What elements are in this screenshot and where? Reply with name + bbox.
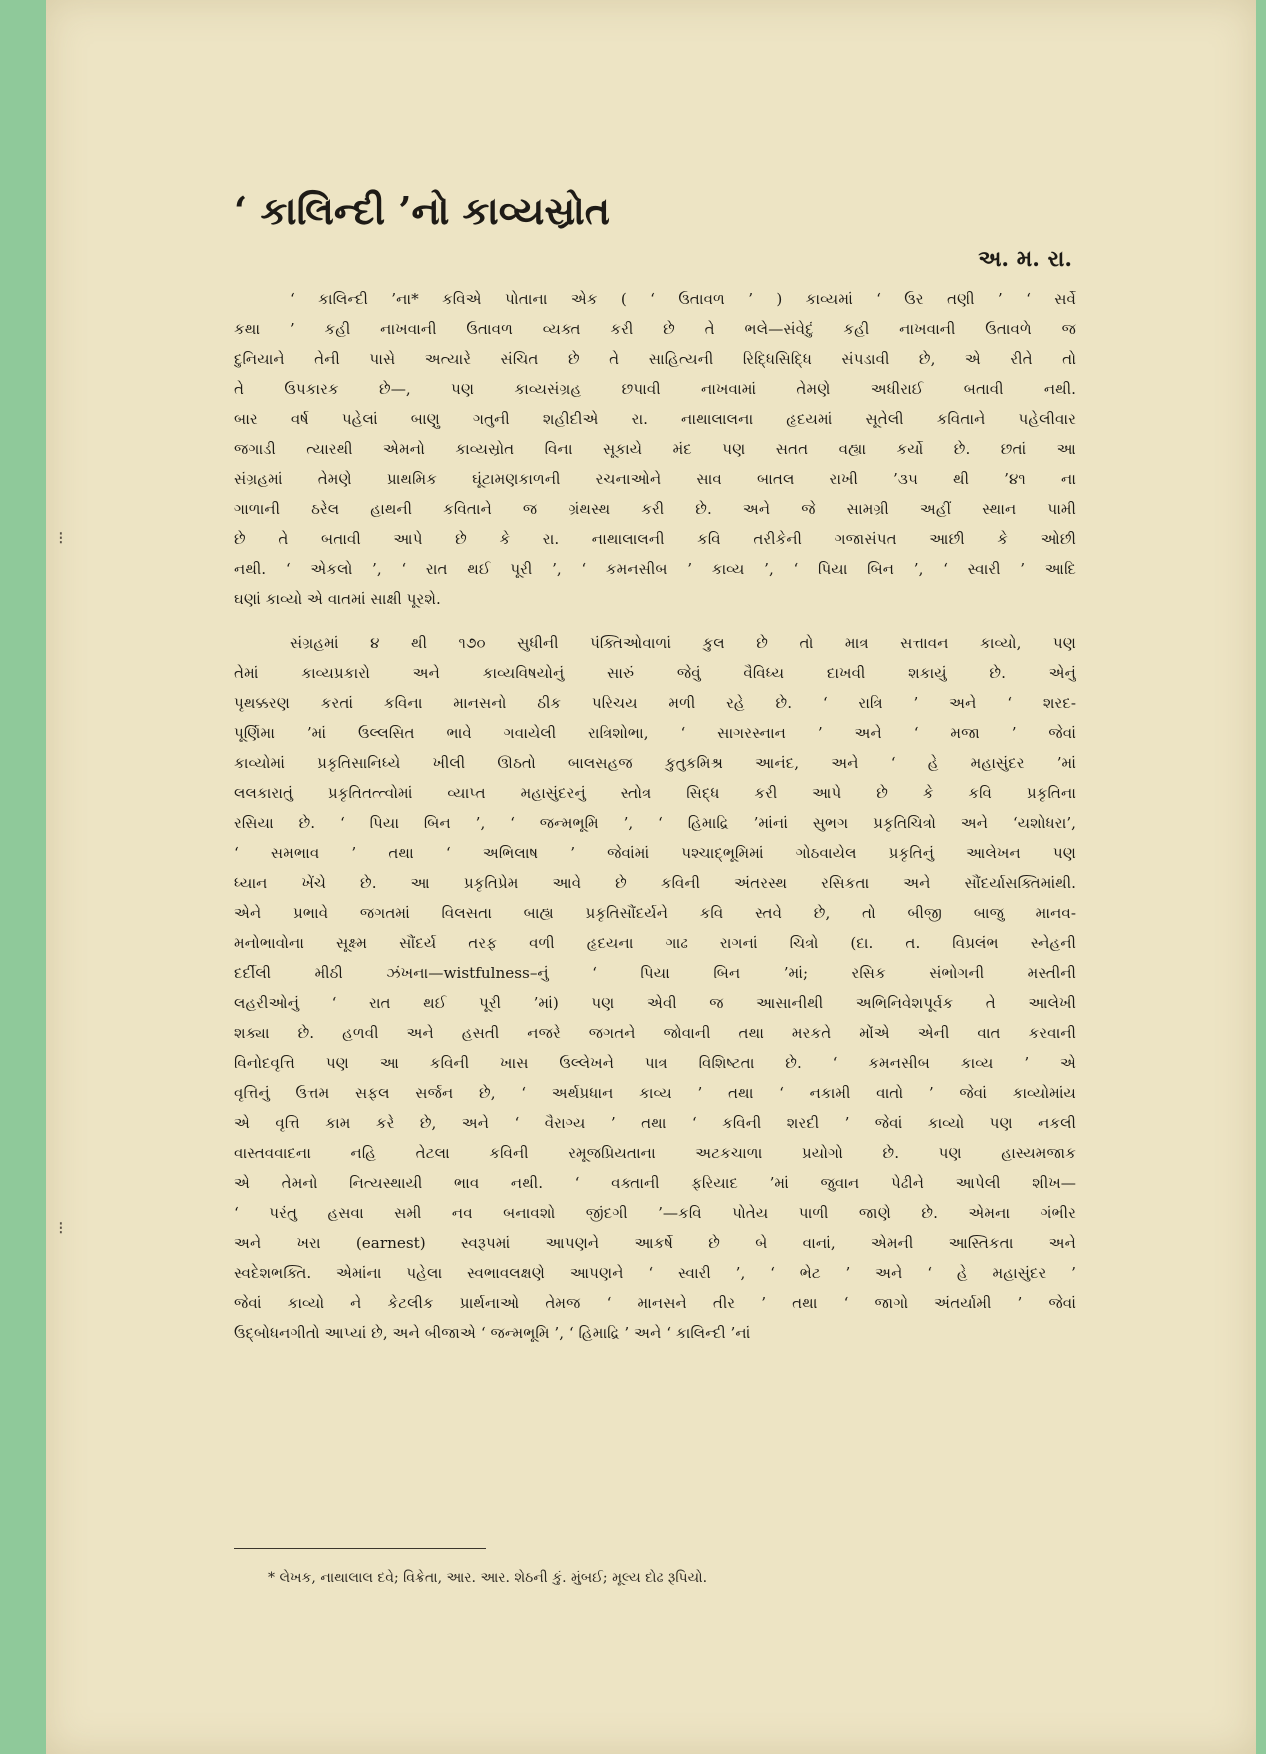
text-line: દુનિયાને તેની પાસે અત્યારે સંચિત છે તે સાહિત્યની રિદ્ધિસિદ્ધિ સંપડાવી છે, એ રીતે તો xyxy=(234,350,1076,368)
article-author: અ. મ. રા. xyxy=(978,246,1072,272)
text-line: ‘ કાલિન્દી ’ના* કવિએ પોતાના એક ( ‘ ઉતાવળ ’ ) કાવ્યમાં ‘ ઉર તણી ’ ‘ સર્વે xyxy=(290,290,1076,308)
text-line: સંગ્રહમાં ૪ થી ૧૭૦ સુધીની પંક્તિઓવાળાં કુલ છે તો માત્ર સત્તાવન કાવ્યો, પણ xyxy=(290,634,1076,652)
text-line: સંગ્રહમાં તેમણે પ્રાથમિક ઘૂંટામણકાળની રચનાઓને સાવ બાતલ રાખી ’૩૫ થી ’૪૧ ના xyxy=(234,470,1076,488)
text-line: વિનોદવૃત્તિ પણ આ કવિની ખાસ ઉલ્લેખને પાત્ર વિશિષ્ટતા છે. ‘ કમનસીબ કાવ્ય ’ એ xyxy=(234,1054,1076,1072)
footnote-divider xyxy=(234,1548,486,1549)
text-line: સ્વદેશભક્તિ. એમાંના પહેલા સ્વભાવલક્ષણે આપણને ‘ સ્વારી ’, ‘ ભેટ ’ અને ‘ હે મહાસુંદર ’ xyxy=(234,1264,1076,1282)
text-line: લહરીઓનું ‘ રાત થઈ પૂરી ’માં) પણ એવી જ આસાનીથી અભિનિવેશપૂર્વક તે આલેખી xyxy=(234,994,1076,1012)
text-line: મનોભાવોના સૂક્ષ્મ સૌંદર્ય તરફ વળી હૃદયના ગાઢ રાગનાં ચિત્રો (દા. ત. વિપ્રલંભ સ્નેહની xyxy=(234,934,1076,952)
margin-mark: ⁝ xyxy=(58,528,64,549)
text-line: કથા ’ કહી નાખવાની ઉતાવળ વ્યક્ત કરી છે તે ભલે—સંવેદું કહી નાખવાની ઉતાવળે જ xyxy=(234,320,1076,338)
text-line: ઘણાં કાવ્યો એ વાતમાં સાક્ષી પૂરશે. xyxy=(234,590,441,608)
text-line: બાર વર્ષ પહેલાં બાણુ ગતુની શહીદીએ રા. નાથાલાલના હૃદયમાં સૂતેલી કવિતાને પહેલીવાર xyxy=(234,410,1076,428)
text-line: ‘ પરંતુ હસવા સમી નવ બનાવશો જીંદગી ’—કવિ પોતેય પાળી જાણે છે. એમના ગંભીર xyxy=(234,1204,1076,1222)
document-page xyxy=(46,0,1256,1754)
text-line: તે ઉપકારક છે—, પણ કાવ્યસંગ્રહ છપાવી નાખવામાં તેમણે અધીરાઈ બતાવી નથી. xyxy=(234,380,1076,398)
text-line: વૃત્તિનું ઉત્તમ સફલ સર્જન છે, ‘ અર્થપ્રધાન કાવ્ય ’ તથા ‘ નકામી વાતો ’ જેવાં કાવ્યોમાંય xyxy=(234,1084,1076,1102)
paragraph-2 xyxy=(234,628,1076,1348)
footnote: * લેખક, નાથાલાલ દવે; વિક્રેતા, આર. આર. શેઠની કું. મુંબઈ; મૂલ્ય દોઢ રૂપિયો. xyxy=(268,1570,708,1586)
paragraph-1 xyxy=(234,284,1076,614)
article-title: ‘ કાલિન્દી ’નો કાવ્યસ્રોત xyxy=(234,188,610,233)
text-line: ધ્યાન ખેંચે છે. આ પ્રકૃતિપ્રેમ આવે છે કવિની અંતરસ્થ રસિકતા અને સૌંદર્યાસક્તિમાંથી. xyxy=(234,874,1076,892)
text-line: પૂર્ણિમા ’માં ઉલ્લસિત ભાવે ગવાયેલી રાત્રિશોભા, ‘ સાગરસ્નાન ’ અને ‘ મજા ’ જેવાં xyxy=(234,724,1076,742)
text-line: એ તેમનો નિત્યસ્થાયી ભાવ નથી. ‘ વક્તાની ફરિયાદ ’માં જુવાન પેઢીને આપેલી શીખ— xyxy=(234,1174,1076,1192)
text-line: રસિયા છે. ‘ પિયા બિન ’, ‘ જન્મભૂમિ ’, ‘ હિમાદ્રિ ’માંનાં સુભગ પ્રકૃતિચિત્રો અને ‘યશોધરા’, xyxy=(234,814,1076,832)
text-line: છે તે બતાવી આપે છે કે રા. નાથાલાલની કવિ તરીકેની ગજાસંપત આછી કે ઓછી xyxy=(234,530,1076,548)
text-line: જગાડી ત્યારથી એમનો કાવ્યસ્રોત વિના સૂકાયે મંદ પણ સતત વહ્યા કર્યો છે. છતાં આ xyxy=(234,440,1076,458)
text-line: વાસ્તવવાદના નહિ તેટલા કવિની રમૂજપ્રિયતાના અટકચાળા પ્રયોગો છે. પણ હાસ્યમજાક xyxy=(234,1144,1076,1162)
text-line: જેવાં કાવ્યો ને કેટલીક પ્રાર્થનાઓ તેમજ ‘ માનસને તીર ’ તથા ‘ જાગો અંતર્યામી ’ જેવાં xyxy=(234,1294,1076,1312)
text-line: દર્દીલી મીઠી ઝંખના—wistfulness–નું ‘ પિયા બિન ’માં; રસિક સંભોગની મસ્તીની xyxy=(234,964,1076,982)
text-line: અને ખરા (earnest) સ્વરૂપમાં આપણને આકર્ષે છે બે વાનાં, એમની આસ્તિકતા અને xyxy=(234,1234,1076,1252)
text-line: ‘ સમભાવ ’ તથા ‘ અભિલાષ ’ જેવાંમાં પશ્ચાદ્ભૂમિમાં ગોઠવાયેલ પ્રકૃતિનું આલેખન પણ xyxy=(234,844,1076,862)
text-line: નથી. ‘ એકલો ’, ‘ રાત થઈ પૂરી ’, ‘ કમનસીબ ’ કાવ્ય ’, ‘ પિયા બિન ’, ‘ સ્વારી ’ આદિ xyxy=(234,560,1076,578)
text-line: પૃથક્કરણ કરતાં કવિના માનસનો ઠીક પરિચય મળી રહે છે. ‘ રાત્રિ ’ અને ‘ શરદ- xyxy=(234,694,1076,712)
text-line: એ વૃત્તિ કામ કરે છે, અને ‘ વૈરાગ્ય ’ તથા ‘ કવિની શરદી ’ જેવાં કાવ્યો પણ નકલી xyxy=(234,1114,1076,1132)
text-line: ઉદ્બોધનગીતો આપ્યાં છે, અને બીજાએ ‘ જન્મભૂમિ ’, ‘ હિમાદ્રિ ’ અને ‘ કાલિન્દી ’નાં xyxy=(234,1324,751,1342)
text-line: લલકારાતું પ્રકૃતિતત્ત્વોમાં વ્યાપ્ત મહાસુંદરનું સ્તોત્ર સિદ્ધ કરી આપે છે કે કવિ પ્રકૃતિના xyxy=(234,784,1076,802)
margin-mark: ⁝ xyxy=(58,1218,64,1239)
text-line: શક્યા છે. હળવી અને હસતી નજરે જગતને જોવાની તથા મરકતે મોંએ એની વાત કરવાની xyxy=(234,1024,1076,1042)
text-line: તેમાં કાવ્યપ્રકારો અને કાવ્યવિષયોનું સારું જેવું વૈવિધ્ય દાખવી શકાયું છે. એનું xyxy=(234,664,1076,682)
text-line: ગાળાની ઠરેલ હાથની કવિતાને જ ગ્રંથસ્થ કરી છે. અને જે સામગ્રી અહીં સ્થાન પામી xyxy=(234,500,1076,518)
text-line: કાવ્યોમાં પ્રકૃતિસાનિધ્યે ખીલી ઊઠતો બાલસહજ કુતુકમિશ્ર આનંદ, અને ‘ હે મહાસુંદર ’માં xyxy=(234,754,1076,772)
text-line: એને પ્રભાવે જગતમાં વિલસતા બાહ્ય પ્રકૃતિસૌંદર્યને કવિ સ્તવે છે, તો બીજી બાજુ માનવ- xyxy=(234,904,1076,922)
